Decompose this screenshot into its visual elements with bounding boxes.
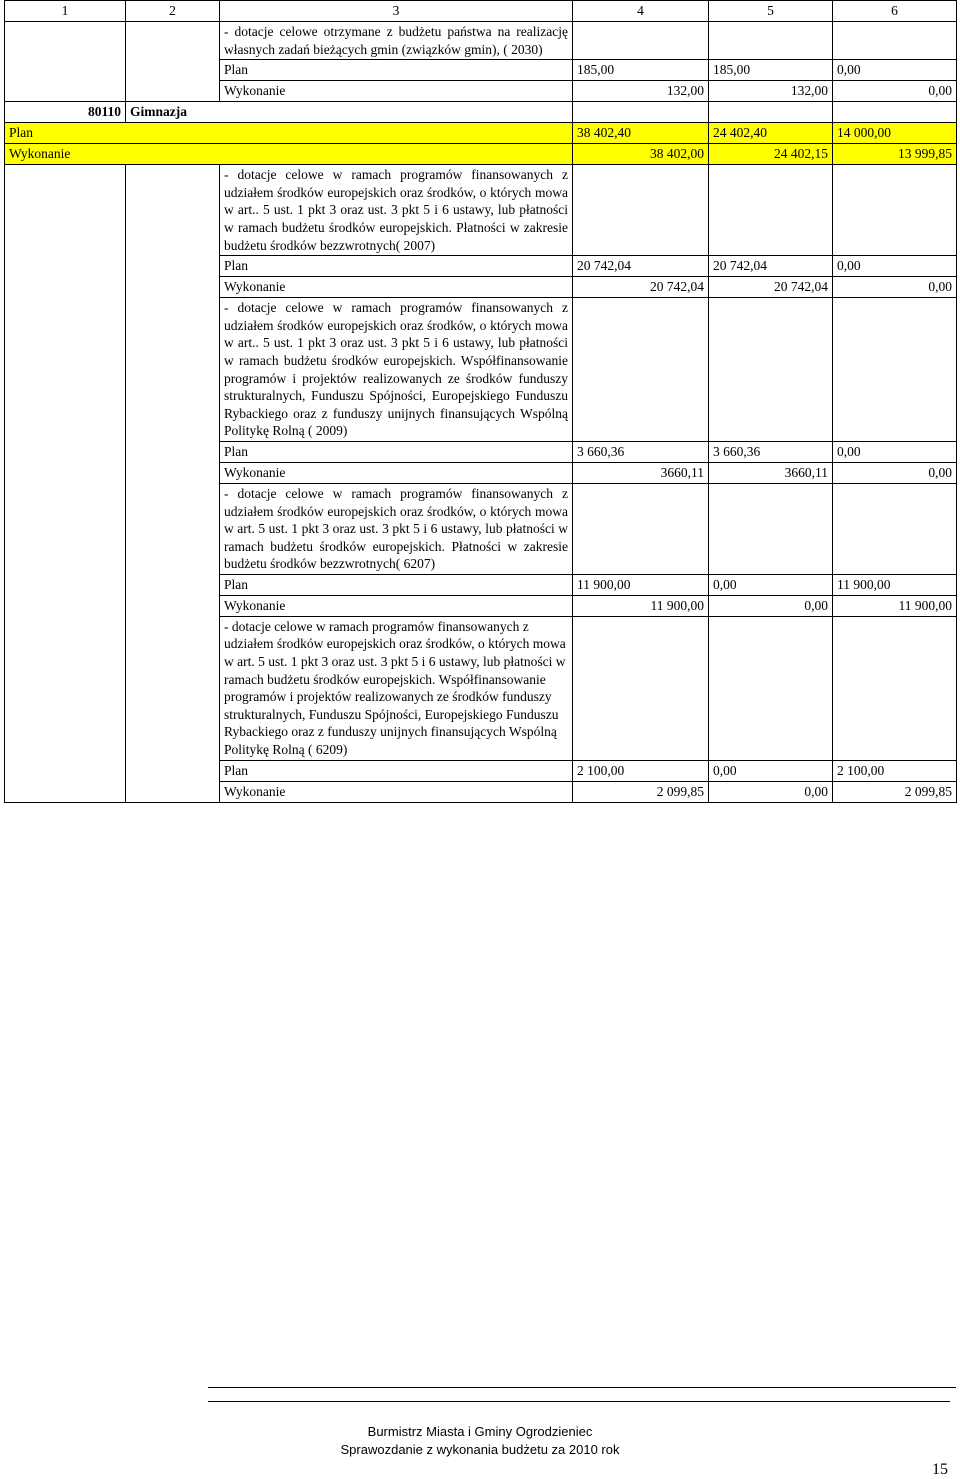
section-wykonanie-value-4: 38 402,00	[573, 144, 709, 165]
plan-value-6: 0,00	[833, 60, 957, 81]
page-number: 15	[932, 1461, 948, 1478]
footer-divider	[208, 1387, 956, 1388]
cell-empty	[709, 483, 833, 574]
cell-empty	[833, 616, 957, 760]
block1-wyk-row	[5, 81, 957, 102]
cell-empty	[5, 483, 126, 574]
plan-value-6: 11 900,00	[833, 574, 957, 595]
cell-empty	[5, 256, 126, 277]
cell-empty	[5, 165, 126, 256]
block5-desc-row	[5, 616, 957, 760]
plan-label: Plan	[220, 441, 573, 462]
cell-empty	[5, 781, 126, 802]
block1-desc-row	[5, 22, 957, 60]
cell-empty	[126, 483, 220, 574]
wykonanie-value-6: 0,00	[833, 81, 957, 102]
wykonanie-value-5: 20 742,04	[709, 277, 833, 298]
cell-empty	[126, 81, 220, 102]
plan-value-4: 11 900,00	[573, 574, 709, 595]
cell-empty	[573, 483, 709, 574]
cell-empty	[126, 277, 220, 298]
section-plan-value-6: 14 000,00	[833, 123, 957, 144]
wykonanie-value-4: 3660,11	[573, 462, 709, 483]
plan-value-5: 3 660,36	[709, 441, 833, 462]
cell-empty	[126, 60, 220, 81]
block2-desc-row	[5, 165, 957, 256]
block4-wyk-row	[5, 595, 957, 616]
cell-empty	[5, 441, 126, 462]
cell-empty	[126, 760, 220, 781]
cell-empty	[126, 781, 220, 802]
header-row	[5, 1, 957, 22]
section-plan-value-5: 24 402,40	[709, 123, 833, 144]
plan-value-6: 0,00	[833, 256, 957, 277]
section-wyk-row	[5, 144, 957, 165]
block4-plan-row	[5, 574, 957, 595]
section-plan-value-4: 38 402,40	[573, 123, 709, 144]
block2-plan-row	[5, 256, 957, 277]
wykonanie-value-6: 2 099,85	[833, 781, 957, 802]
header-col-4: 4	[573, 1, 709, 22]
cell-empty	[5, 81, 126, 102]
section-name: Gimnazja	[126, 102, 573, 123]
cell-empty	[5, 616, 126, 760]
wykonanie-value-5: 0,00	[709, 781, 833, 802]
block5-description: - dotacje celowe w ramach programów finansowanych z udziałem środków europejskich oraz środków, o których mowa w art. 5 ust. 1 pkt 3 oraz ust. 3 pkt 5 i 6 ustawy, lub płatności w ramach budżetu środków europejskich. Współfinansowanie programów i projektów realizowanych ze środków funduszy strukturalnych, Funduszu Spójności, Europejskiego Funduszu Rybackiego oraz z funduszy unijnych finansujących Wspólną Politykę Rolną ( 6209)	[220, 616, 573, 760]
block3-wyk-row	[5, 462, 957, 483]
plan-value-5: 0,00	[709, 760, 833, 781]
block4-desc-row	[5, 483, 957, 574]
block2-description: - dotacje celowe w ramach programów finansowanych z udziałem środków europejskich oraz środków, o których mowa w art.. 5 ust. 1 pkt 3 oraz ust. 3 pkt 5 i 6 ustawy, lub płatności w ramach budżetu środków europejskich. Płatności w zakresie budżetu środków bezzwrotnych( 2007)	[220, 165, 573, 256]
cell-empty	[709, 22, 833, 60]
plan-value-5: 185,00	[709, 60, 833, 81]
cell-empty	[5, 760, 126, 781]
block3-description: - dotacje celowe w ramach programów finansowanych z udziałem środków europejskich oraz środków, o których mowa w art.. 5 ust. 1 pkt 3 oraz ust. 3 pkt 5 i 6 ustawy, lub płatności w ramach budżetu środków europejskich. Współfinansowanie programów i projektów realizowanych ze środków funduszy strukturalnych, Funduszu Spójności, Europejskiego Funduszu Rybackiego oraz z funduszy unijnych finansujących Wspólną Politykę Rolną ( 2009)	[220, 298, 573, 442]
cell-empty	[126, 298, 220, 442]
cell-empty	[833, 22, 957, 60]
section-wykonanie-label: Wykonanie	[5, 144, 573, 165]
cell-empty	[573, 22, 709, 60]
plan-label: Plan	[220, 256, 573, 277]
cell-empty	[5, 22, 126, 60]
cell-empty	[126, 22, 220, 60]
block1-plan-row	[5, 60, 957, 81]
wykonanie-value-5: 0,00	[709, 595, 833, 616]
wykonanie-value-4: 11 900,00	[573, 595, 709, 616]
cell-empty	[126, 595, 220, 616]
wykonanie-label: Wykonanie	[220, 81, 573, 102]
block1-description: - dotacje celowe otrzymane z budżetu państwa na realizację własnych zadań bieżących gmin (związków gmin), ( 2030)	[220, 22, 573, 60]
block2-wyk-row	[5, 277, 957, 298]
budget-table	[4, 0, 957, 803]
cell-empty	[709, 165, 833, 256]
wykonanie-value-5: 3660,11	[709, 462, 833, 483]
cell-empty	[5, 595, 126, 616]
plan-value-6: 2 100,00	[833, 760, 957, 781]
cell-empty	[833, 102, 957, 123]
footer-divider	[208, 1401, 950, 1402]
plan-label: Plan	[220, 760, 573, 781]
cell-empty	[5, 298, 126, 442]
wykonanie-label: Wykonanie	[220, 595, 573, 616]
header-col-6: 6	[833, 1, 957, 22]
section-wykonanie-value-6: 13 999,85	[833, 144, 957, 165]
plan-value-4: 20 742,04	[573, 256, 709, 277]
section-wykonanie-value-5: 24 402,15	[709, 144, 833, 165]
cell-empty	[709, 102, 833, 123]
section-header-row	[5, 102, 957, 123]
header-col-3: 3	[220, 1, 573, 22]
plan-value-4: 2 100,00	[573, 760, 709, 781]
cell-empty	[5, 60, 126, 81]
plan-value-4: 185,00	[573, 60, 709, 81]
section-plan-row	[5, 123, 957, 144]
plan-label: Plan	[220, 60, 573, 81]
plan-value-6: 0,00	[833, 441, 957, 462]
plan-value-4: 3 660,36	[573, 441, 709, 462]
wykonanie-value-6: 0,00	[833, 462, 957, 483]
wykonanie-label: Wykonanie	[220, 277, 573, 298]
cell-empty	[709, 298, 833, 442]
wykonanie-value-6: 11 900,00	[833, 595, 957, 616]
block5-plan-row	[5, 760, 957, 781]
plan-value-5: 0,00	[709, 574, 833, 595]
cell-empty	[126, 462, 220, 483]
wykonanie-value-4: 132,00	[573, 81, 709, 102]
header-col-2: 2	[126, 1, 220, 22]
plan-label: Plan	[220, 574, 573, 595]
cell-empty	[709, 616, 833, 760]
cell-empty	[126, 441, 220, 462]
footer-report-title: Sprawozdanie z wykonania budżetu za 2010 rok	[340, 1442, 620, 1457]
block4-description: - dotacje celowe w ramach programów finansowanych z udziałem środków europejskich oraz środków, o których mowa w art. 5 ust. 1 pkt 3 oraz ust. 3 pkt 5 i 6 ustawy, lub płatności w ramach budżetu środków europejskich. Płatności w zakresie budżetu środków bezzwrotnych( 6207)	[220, 483, 573, 574]
cell-empty	[5, 462, 126, 483]
section-code: 80110	[5, 102, 126, 123]
wykonanie-label: Wykonanie	[220, 781, 573, 802]
section-plan-label: Plan	[5, 123, 573, 144]
cell-empty	[126, 616, 220, 760]
cell-empty	[833, 483, 957, 574]
wykonanie-label: Wykonanie	[220, 462, 573, 483]
cell-empty	[126, 165, 220, 256]
cell-empty	[126, 256, 220, 277]
wykonanie-value-5: 132,00	[709, 81, 833, 102]
cell-empty	[5, 277, 126, 298]
cell-empty	[5, 574, 126, 595]
cell-empty	[573, 298, 709, 442]
block3-plan-row	[5, 441, 957, 462]
cell-empty	[126, 574, 220, 595]
cell-empty	[833, 298, 957, 442]
plan-value-5: 20 742,04	[709, 256, 833, 277]
wykonanie-value-4: 20 742,04	[573, 277, 709, 298]
header-col-5: 5	[709, 1, 833, 22]
cell-empty	[573, 165, 709, 256]
cell-empty	[573, 616, 709, 760]
block5-wyk-row	[5, 781, 957, 802]
block3-desc-row	[5, 298, 957, 442]
wykonanie-value-4: 2 099,85	[573, 781, 709, 802]
wykonanie-value-6: 0,00	[833, 277, 957, 298]
footer-author: Burmistrz Miasta i Gminy Ogrodzieniec	[367, 1424, 593, 1439]
cell-empty	[833, 165, 957, 256]
header-col-1: 1	[5, 1, 126, 22]
cell-empty	[573, 102, 709, 123]
